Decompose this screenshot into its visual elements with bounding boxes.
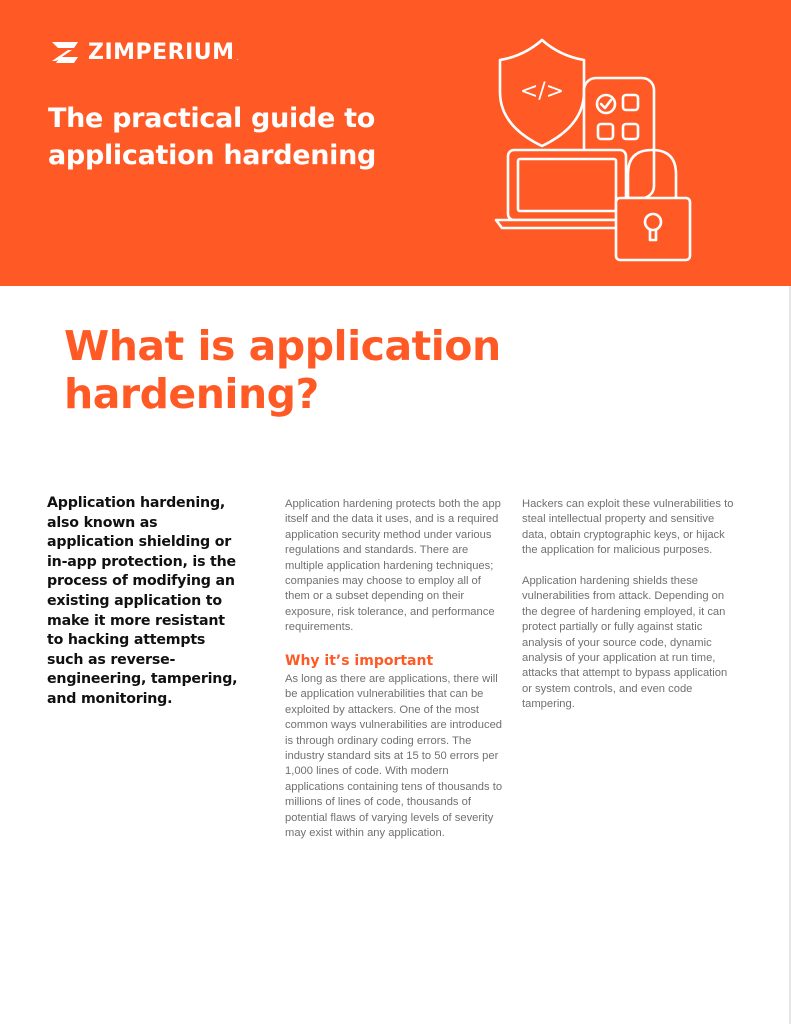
lead-paragraph: Application hardening, also known as application shielding or in-app protection, is the process of modifying an existing application to make it more resistant to hacking attempts such as reverse-engineering, tampering, and monitoring. xyxy=(47,495,238,707)
zimperium-logo-icon xyxy=(50,39,80,65)
hero-illustration xyxy=(492,36,702,264)
col3-paragraph-2: Application hardening shields these vulnerabilities from attack. Depending on the degree of hardening employed, it can protect partially or fully against static analysis of your source code, dynamic analysis of your application at run time, attacks that attempt to bypass application or system controls, and even code tampering. xyxy=(522,575,728,711)
code-glyph: </> xyxy=(519,79,565,104)
header-banner xyxy=(0,0,791,286)
brand-name: ZIMPERIUM xyxy=(88,39,235,65)
brand-logo xyxy=(50,38,239,66)
col2-paragraph-1: Application hardening protects both the app itself and the data it uses, and is a required application security method under various regulations and standards. There are multiple application hardening techniques; companies may choose to employ all of them or a subset depending on their exposure, risk tolerance, and performance requirements. xyxy=(285,498,501,634)
column-middle xyxy=(285,497,503,857)
col2-paragraph-2: As long as there are applications, there will be application vulnerabilities that can be exploited by attackers. One of the most common ways vulnerabilities are introduced is through ordinary coding errors. The industry standard sits at 15 to 50 errors per 1,000 lines of code. With modern applications containing tens of thousands to millions of lines of code, thousands of potential flaws of varying levels of severity may exist within any application. xyxy=(285,673,503,840)
column-right xyxy=(522,497,740,728)
guide-title: The practical guide to application hardening xyxy=(48,103,377,171)
brand-trademark: . xyxy=(236,53,239,62)
shield-code-icon xyxy=(500,40,584,146)
main-heading: What is application hardening? xyxy=(64,322,501,418)
why-important-heading: Why it’s important xyxy=(285,653,434,670)
col3-paragraph-1: Hackers can exploit these vulnerabilities to steal intellectual property and sensitive data, obtain cryptographic keys, or hijack the application for malicious purposes. xyxy=(522,498,734,557)
